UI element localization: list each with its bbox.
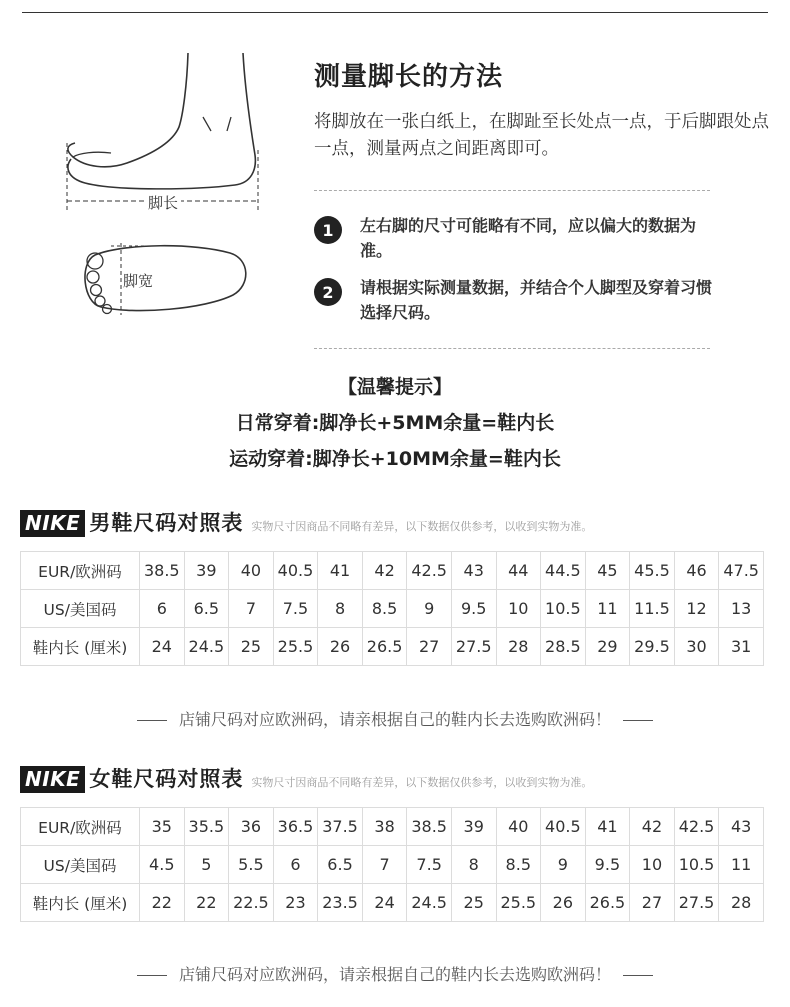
size-cell: 29.5 — [630, 628, 675, 666]
size-cell: 36 — [229, 808, 274, 846]
size-cell: 11.5 — [630, 590, 675, 628]
size-cell: 9 — [541, 846, 586, 884]
size-cell: 37.5 — [318, 808, 363, 846]
foot-sole-outline — [85, 246, 246, 311]
toe-nail — [73, 152, 111, 157]
size-cell: 27.5 — [451, 628, 496, 666]
table-row — [21, 628, 764, 666]
size-cell: 25 — [451, 884, 496, 922]
men-footnote-text: 店铺尺码对应欧洲码，请亲根据自己的鞋内长去选购欧洲码！ — [178, 710, 611, 729]
table-row — [21, 884, 764, 922]
size-cell: 26.5 — [585, 884, 630, 922]
size-cell: 30 — [674, 628, 719, 666]
size-cell: 10 — [496, 590, 541, 628]
foot-heel-outline — [68, 53, 255, 189]
size-cell: 28.5 — [541, 628, 586, 666]
row-header: US/美国码 — [21, 590, 140, 628]
row-header: EUR/欧洲码 — [21, 808, 140, 846]
measure-method — [314, 56, 774, 163]
size-cell: 27.5 — [674, 884, 719, 922]
number-badge-icon: 2 — [314, 278, 342, 306]
size-cell: 25.5 — [496, 884, 541, 922]
dash-right — [623, 975, 653, 976]
number-badge-icon: 1 — [314, 216, 342, 244]
dash-left — [137, 720, 167, 721]
size-cell: 8.5 — [496, 846, 541, 884]
size-cell: 29 — [585, 628, 630, 666]
toe-4 — [95, 296, 105, 306]
foot-width-label: 脚宽 — [123, 272, 154, 290]
toe-3 — [91, 285, 102, 296]
foot-illustration — [55, 45, 270, 330]
women-size-table — [20, 807, 764, 922]
size-cell: 6.5 — [318, 846, 363, 884]
size-cell: 39 — [184, 552, 229, 590]
size-cell: 42 — [630, 808, 675, 846]
size-cell: 41 — [318, 552, 363, 590]
size-cell: 6 — [140, 590, 185, 628]
size-cell: 9.5 — [585, 846, 630, 884]
size-cell: 25 — [229, 628, 274, 666]
size-cell: 5.5 — [229, 846, 274, 884]
women-footnote — [0, 962, 790, 985]
size-cell: 27 — [630, 884, 675, 922]
size-cell: 24.5 — [184, 628, 229, 666]
foot-measure-diagram — [55, 45, 270, 330]
tip-item — [314, 275, 714, 325]
method-title: 测量脚长的方法 — [314, 62, 504, 92]
size-cell: 9.5 — [451, 590, 496, 628]
size-cell: 31 — [719, 628, 764, 666]
men-size-title: 男鞋尺码对照表 — [89, 511, 244, 535]
foot-side-outline — [68, 53, 188, 167]
size-cell: 40.5 — [273, 552, 318, 590]
dash-right — [623, 720, 653, 721]
table-row — [21, 552, 764, 590]
size-cell: 45 — [585, 552, 630, 590]
row-header: US/美国码 — [21, 846, 140, 884]
tip-item — [314, 213, 714, 263]
size-cell: 10 — [630, 846, 675, 884]
size-cell: 10.5 — [674, 846, 719, 884]
size-cell: 8.5 — [362, 590, 407, 628]
dash-left — [137, 975, 167, 976]
table-row — [21, 846, 764, 884]
size-cell: 36.5 — [273, 808, 318, 846]
size-cell: 23.5 — [318, 884, 363, 922]
size-cell: 7 — [362, 846, 407, 884]
size-cell: 38 — [362, 808, 407, 846]
size-cell: 42.5 — [674, 808, 719, 846]
size-cell: 24.5 — [407, 884, 452, 922]
row-header: 鞋内长 (厘米) — [21, 884, 140, 922]
table-row — [21, 808, 764, 846]
tips-divider — [314, 348, 710, 349]
size-cell: 41 — [585, 808, 630, 846]
size-cell: 42.5 — [407, 552, 452, 590]
table-row — [21, 590, 764, 628]
size-cell: 12 — [674, 590, 719, 628]
warm-tip-daily: 日常穿着:脚净长+5MM余量=鞋内长 — [235, 412, 555, 434]
size-cell: 40 — [496, 808, 541, 846]
size-cell: 24 — [362, 884, 407, 922]
women-size-note: 实物尺寸因商品不同略有差异，以下数据仅供参考，以收到实物为准。 — [251, 776, 593, 789]
top-divider — [22, 12, 768, 13]
size-cell: 35 — [140, 808, 185, 846]
row-header: 鞋内长 (厘米) — [21, 628, 140, 666]
size-cell: 6.5 — [184, 590, 229, 628]
tip-text: 请根据实际测量数据，并结合个人脚型及穿着习惯选择尺码。 — [360, 278, 713, 322]
size-cell: 25.5 — [273, 628, 318, 666]
size-cell: 8 — [451, 846, 496, 884]
method-description: 将脚放在一张白纸上，在脚趾至长处点一点，于后脚跟处点一点，测量两点之间距离即可。 — [314, 112, 769, 159]
size-cell: 26 — [318, 628, 363, 666]
size-cell: 46 — [674, 552, 719, 590]
size-cell: 27 — [407, 628, 452, 666]
toe-2 — [87, 271, 99, 283]
size-cell: 40.5 — [541, 808, 586, 846]
size-cell: 39 — [451, 808, 496, 846]
nike-logo: NIKE — [20, 510, 85, 537]
size-cell: 35.5 — [184, 808, 229, 846]
size-cell: 44.5 — [541, 552, 586, 590]
size-cell: 10.5 — [541, 590, 586, 628]
men-size-note: 实物尺寸因商品不同略有差异，以下数据仅供参考，以收到实物为准。 — [251, 520, 593, 533]
row-header: EUR/欧洲码 — [21, 552, 140, 590]
ankle-mark — [203, 117, 231, 131]
size-cell: 7.5 — [273, 590, 318, 628]
foot-length-label: 脚长 — [145, 192, 181, 213]
tip-text: 左右脚的尺寸可能略有不同，应以偏大的数据为准。 — [360, 216, 697, 260]
size-cell: 28 — [719, 884, 764, 922]
size-cell: 43 — [451, 552, 496, 590]
warm-tip-sport: 运动穿着:脚净长+10MM余量=鞋内长 — [229, 448, 561, 470]
size-cell: 44 — [496, 552, 541, 590]
size-cell: 47.5 — [719, 552, 764, 590]
size-cell: 5 — [184, 846, 229, 884]
warm-tips-title: 【温馨提示】 — [337, 376, 452, 398]
size-cell: 38.5 — [407, 808, 452, 846]
men-size-table — [20, 551, 764, 666]
size-cell: 8 — [318, 590, 363, 628]
size-cell: 23 — [273, 884, 318, 922]
men-section-header — [20, 510, 592, 537]
size-cell: 7 — [229, 590, 274, 628]
size-cell: 13 — [719, 590, 764, 628]
women-section-header — [20, 766, 592, 793]
women-size-title: 女鞋尺码对照表 — [89, 767, 244, 791]
size-cell: 22.5 — [229, 884, 274, 922]
nike-logo: NIKE — [20, 766, 85, 793]
size-cell: 6 — [273, 846, 318, 884]
size-cell: 42 — [362, 552, 407, 590]
size-cell: 26.5 — [362, 628, 407, 666]
size-cell: 38.5 — [140, 552, 185, 590]
size-cell: 22 — [140, 884, 185, 922]
size-cell: 4.5 — [140, 846, 185, 884]
size-cell: 45.5 — [630, 552, 675, 590]
method-divider — [314, 190, 710, 191]
size-cell: 9 — [407, 590, 452, 628]
size-cell: 7.5 — [407, 846, 452, 884]
men-footnote — [0, 707, 790, 730]
size-cell: 22 — [184, 884, 229, 922]
size-cell: 28 — [496, 628, 541, 666]
women-footnote-text: 店铺尺码对应欧洲码，请亲根据自己的鞋内长去选购欧洲码！ — [178, 965, 611, 984]
warm-tips — [0, 372, 790, 471]
size-cell: 11 — [585, 590, 630, 628]
size-cell: 11 — [719, 846, 764, 884]
size-cell: 26 — [541, 884, 586, 922]
size-cell: 43 — [719, 808, 764, 846]
size-cell: 24 — [140, 628, 185, 666]
size-cell: 40 — [229, 552, 274, 590]
